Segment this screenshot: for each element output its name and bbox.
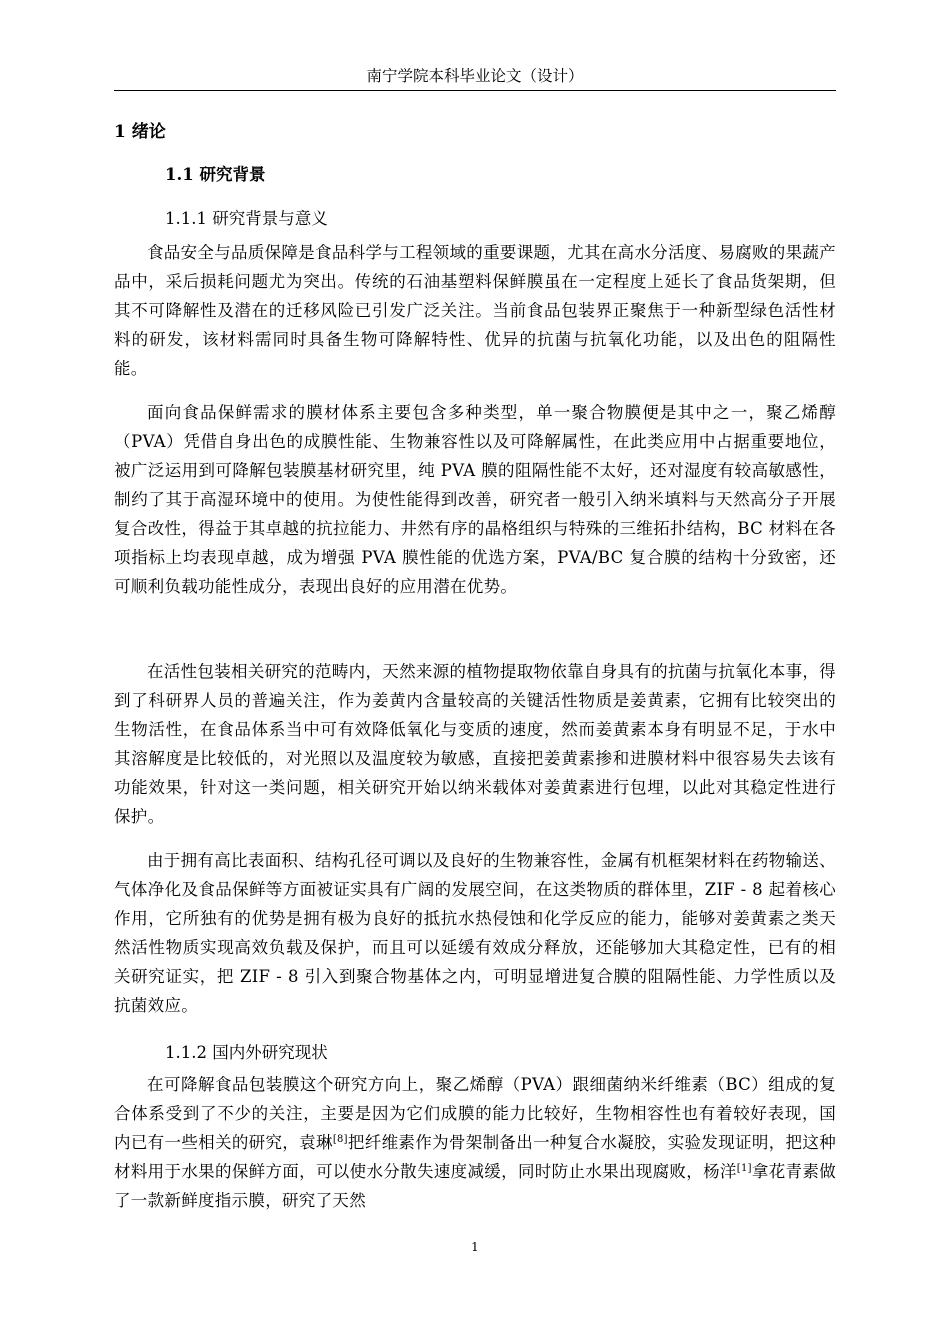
paragraph-text: 在可降解食品包装膜这个研究方向上，聚乙烯醇（PVA）跟细菌纳米纤维素（BC）组成的复合体系受到了不少的关注，主要是因为它们成膜的能力比较好，生物相容性也有着较好表现，国内已有一些相关的研究，袁琳 [114,1074,836,1152]
body-paragraph-1: 食品安全与品质保障是食品科学与工程领域的重要课题，尤其在高水分活度、易腐败的果蔬产品中，采后损耗问题尤为突出。传统的石油基塑料保鲜膜虽在一定程度上延长了食品货架期，但其不可降解性及潜在的迁移风险已引发广泛关注。当前食品包装界正聚焦于一种新型绿色活性材料的研发，该材料需同时具备生物可降解特性、优异的抗菌与抗氧化功能，以及出色的阻隔性能。 [114,242,836,378]
subsection-heading-2: 1.1.2 国内外研究现状 [165,1043,328,1062]
body-paragraph-3: 在活性包装相关研究的范畴内，天然来源的植物提取物依靠自身具有的抗菌与抗氧化本事，得到了科研界人员的普遍关注，作为姜黄内含量较高的关键活性物质是姜黄素，它拥有比较突出的生物活性，在食品体系当中可有效降低氧化与变质的速度，然而姜黄素本身有明显不足，于水中其溶解度是比较低的，对光照以及温度较为敏感，直接把姜黄素掺和进膜材料中很容易失去该有功能效果，针对这一类问题，相关研究开始以纳米载体对姜黄素进行包埋，以此对其稳定性进行保护。 [114,661,836,826]
body-paragraph-5 [114,1070,836,1215]
section-heading: 1.1 研究背景 [165,165,266,184]
chapter-heading: 1 绪论 [114,122,166,142]
running-header: 南宁学院本科毕业论文（设计） [366,67,584,85]
paragraph-text: 拿花青素做了一款新鲜度指示膜，研究了天然 [114,1161,836,1210]
body-paragraph-4: 由于拥有高比表面积、结构孔径可调以及良好的生物兼容性，金属有机框架材料在药物输送、气体净化及食品保鲜等方面被证实具有广阔的发展空间，在这类物质的群体里，ZIF - 8 起着核心作用，它所独有的优势是拥有极为良好的抵抗水热侵蚀和化学反应的能力，能够对姜黄素之类天然活性物质实现高效负载及保护，而且可以延缓有效成分释放，还能够加大其稳定性，已有的相关研究证实，把 ZIF - 8 引入到聚合物基体之内，可明显增进复合膜的阻隔性能、力学性质以及抗菌效应。 [114,850,836,1015]
paragraph-text: 把纤维素作为骨架制备出一种复合水凝胶，实验发现证明，把这种材料用于水果的保鲜方面，可以使水分散失速度减缓，同时防止水果出现腐败，杨洋 [114,1132,836,1181]
citation-ref: [8] [332,1133,348,1145]
subsection-heading-1: 1.1.1 研究背景与意义 [165,209,328,228]
citation-ref: [1] [736,1162,752,1174]
page-number: 1 [471,1240,479,1254]
body-paragraph-2: 面向食品保鲜需求的膜材体系主要包含多种类型，单一聚合物膜便是其中之一，聚乙烯醇（PVA）凭借自身出色的成膜性能、生物兼容性以及可降解属性，在此类应用中占据重要地位，被广泛运用到可降解包装膜基材研究里，纯 PVA 膜的阻隔性能不太好，还对湿度有较高敏感性，制约了其于高湿环境中的使用。为使性能得到改善，研究者一般引入纳米填料与天然高分子开展复合改性，得益于其卓越的抗拉能力、井然有序的晶格组织与特殊的三维拓扑结构，BC 材料在各项指标上均表现卓越，成为增强 PVA 膜性能的优选方案，PVA/BC 复合膜的结构十分致密，还可顺利负载功能性成分，表现出良好的应用潜在优势。 [114,402,836,597]
header-rule [114,90,836,91]
